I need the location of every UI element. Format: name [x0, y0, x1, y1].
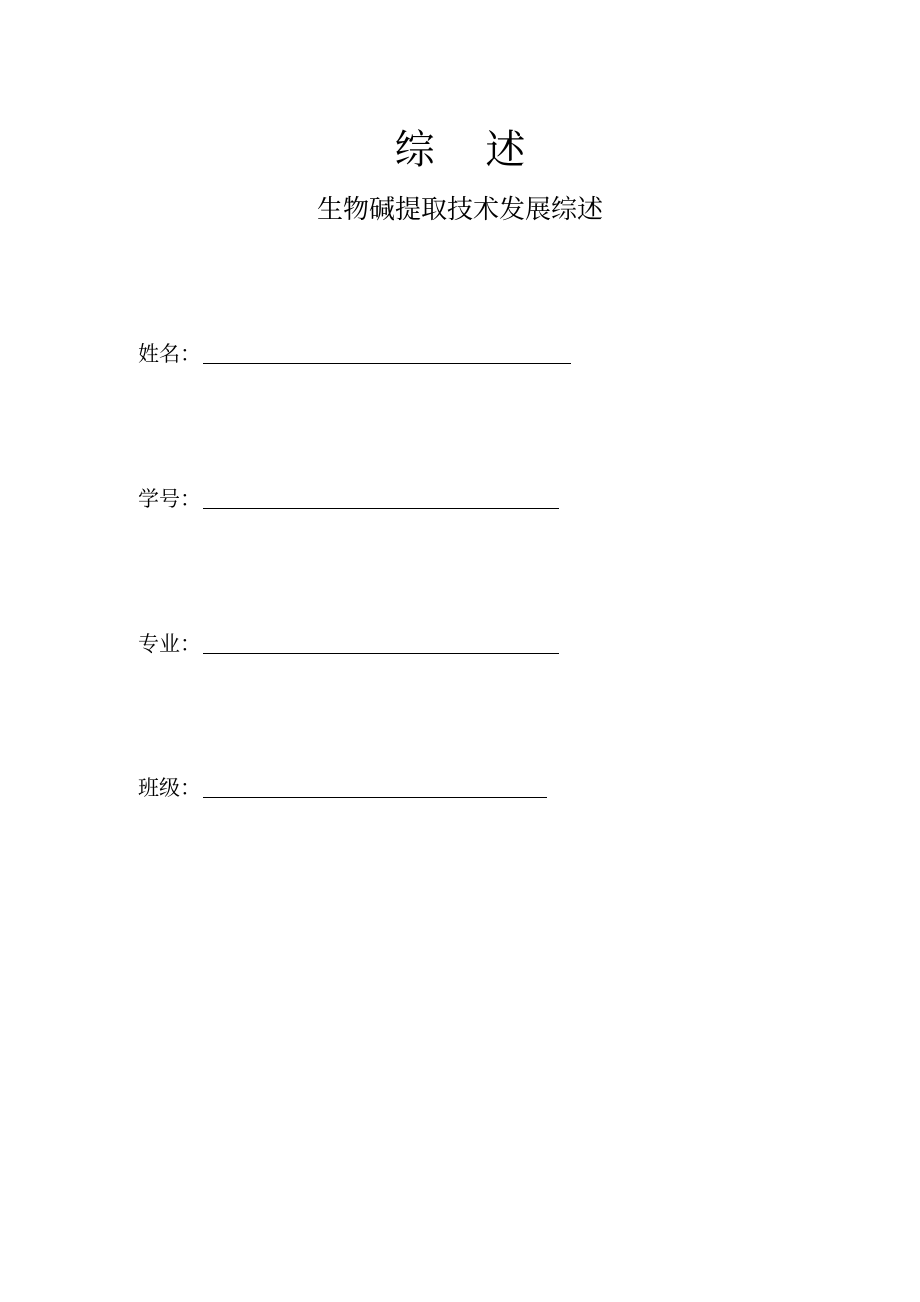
student-id-underline	[203, 508, 559, 509]
page-title: 综 述	[394, 127, 526, 173]
student-id-label: 学号：	[138, 487, 201, 511]
major-field	[138, 628, 559, 658]
name-underline	[203, 363, 571, 364]
name-field	[138, 338, 571, 368]
major-label: 专业：	[138, 632, 201, 656]
class-label: 班级：	[138, 776, 201, 800]
major-underline	[203, 653, 559, 654]
class-field	[138, 772, 547, 802]
document-subtitle: 生物碱提取技术发展综述	[316, 195, 603, 225]
student-id-field	[138, 483, 559, 513]
class-underline	[203, 797, 547, 798]
name-label: 姓名：	[138, 342, 201, 366]
